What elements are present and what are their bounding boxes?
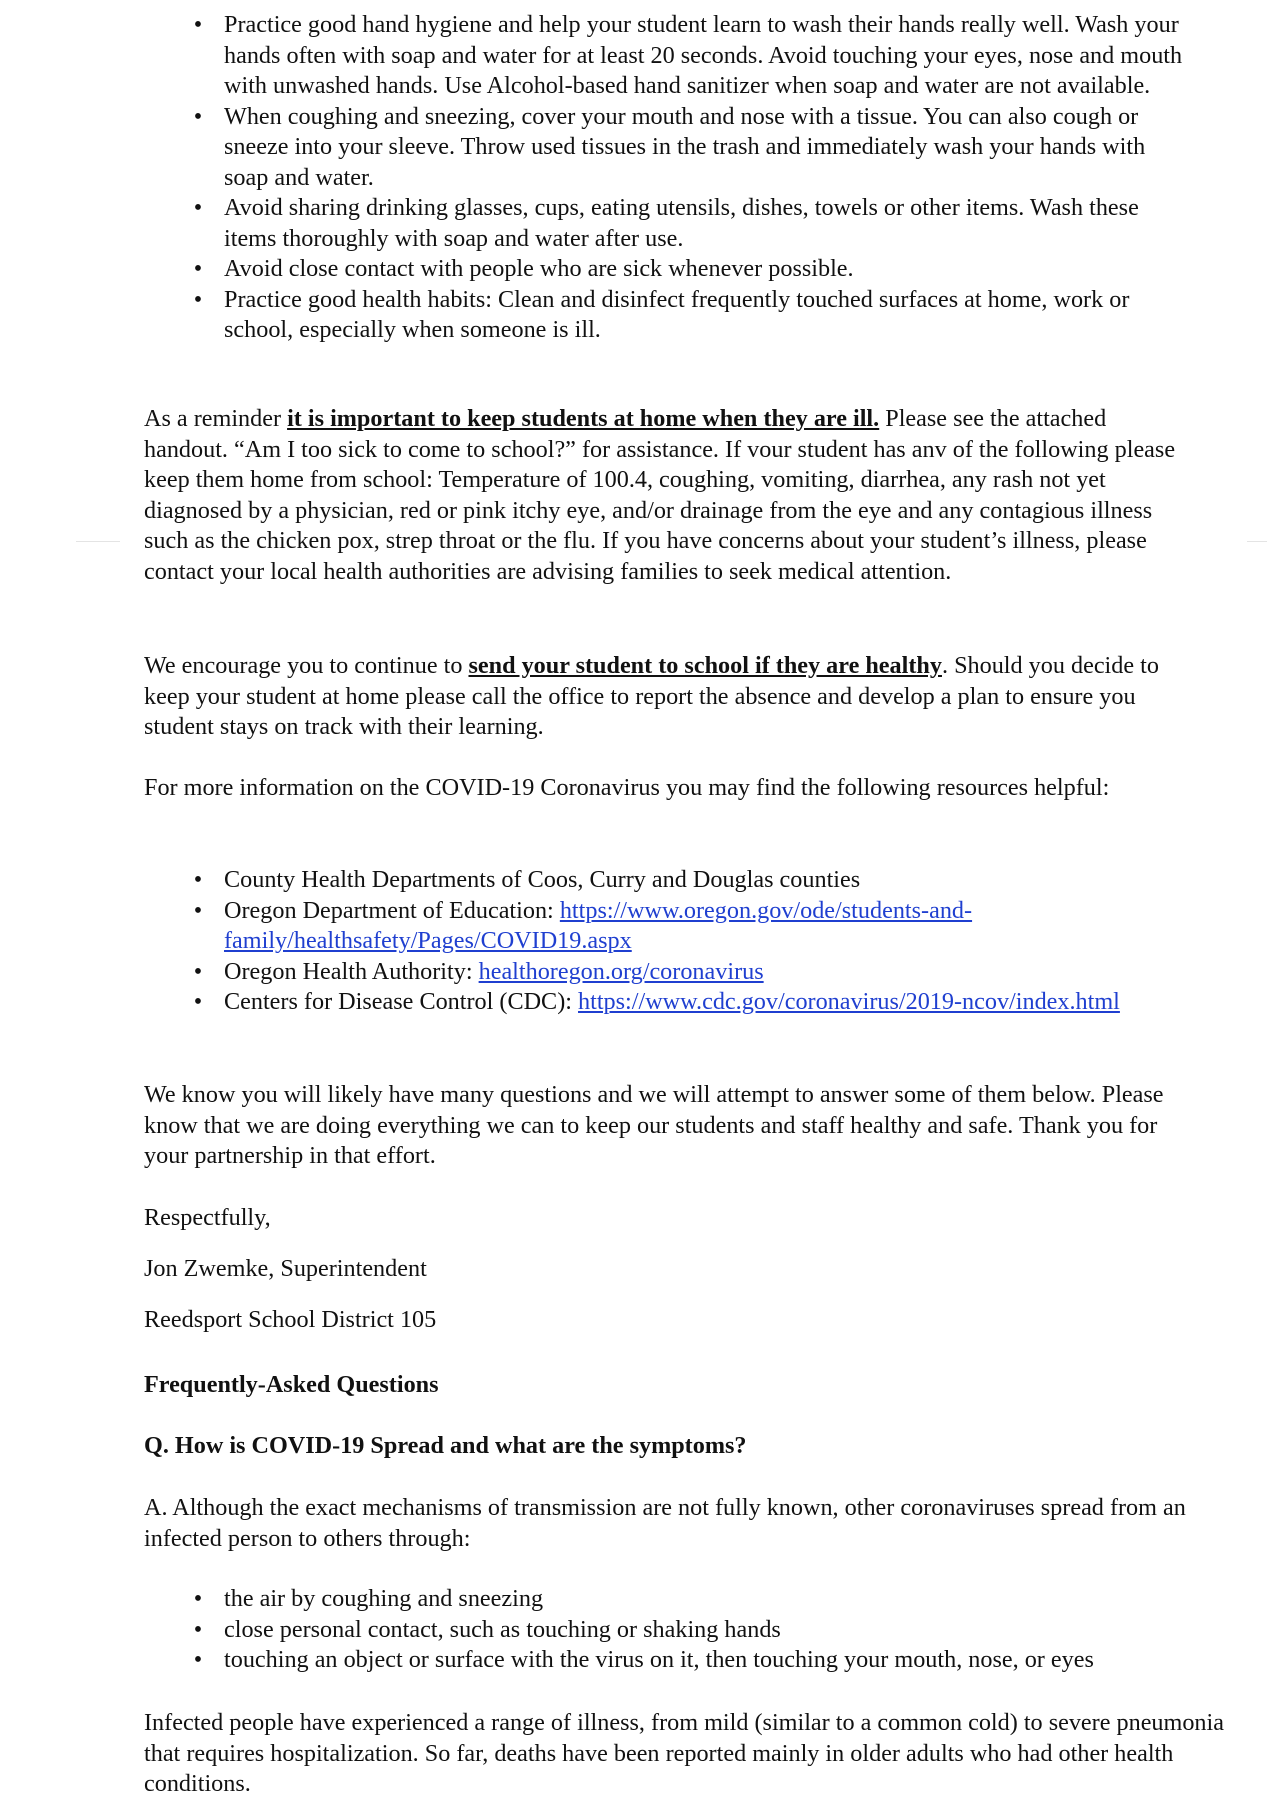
list-item: • Practice good hand hygiene and help your student learn to wash their hands really well. Wash your hands often with soap and water for at least 20 seconds. Avoid touching your eyes, nose and mouth with unwashed hands. Use Alcohol-based hand sanitizer when soap and water are not available. [144,10,1194,102]
oha-link[interactable]: healthoregon.org/coronavirus [478,957,764,985]
resource-item-oha: • Oregon Health Authority: healthoregon.org/coronavirus [144,957,1194,988]
right-margin-mark [1247,541,1267,542]
resources-list [144,865,1194,1018]
list-item: • the air by coughing and sneezing [144,1584,1254,1615]
bullet-icon: • [193,255,203,282]
bullet-icon: • [193,957,203,985]
bullet-icon: • [193,1646,203,1673]
bullet-icon: • [193,988,203,1015]
bullet-icon: • [193,1585,203,1612]
bullet-icon: • [193,285,203,313]
bullet-icon: • [193,1615,203,1643]
encourage-emphasis: send your student to school if they are healthy [468,652,942,679]
district-name: Reedsport School District 105 [144,1306,437,1333]
resource-item-cdc: • Centers for Disease Control (CDC): https://www.cdc.gov/coronavirus/2019-ncov/index.html [144,987,1194,1018]
cdc-link[interactable]: https://www.cdc.gov/coronavirus/2019-ncov/index.html [578,988,1120,1015]
list-item: • When coughing and sneezing, cover your mouth and nose with a tissue. You can also cough or sneeze into your sleeve. Throw used tissues in the trash and immediately wash your hands with soap and water. [144,102,1194,194]
bullet-icon: • [193,866,203,893]
left-margin-mark [76,541,120,542]
bullet-icon: • [193,11,203,38]
list-item: • touching an object or surface with the virus on it, then touching your mouth, nose, or eyes [144,1645,1254,1676]
closing-text: Respectfully, [144,1204,271,1231]
bullet-icon: • [193,194,203,221]
hygiene-bullet-list [144,10,1194,346]
questions-paragraph: We know you will likely have many questions and we will attempt to answer some of them below. Please know that we are doing everything we can to keep our students and staff healthy and safe. Thank you for your partnership in that effort. [144,1081,1164,1169]
resource-item-ode: • Oregon Department of Education: https://www.oregon.gov/ode/students-and-family/healthsafety/Pages/COVID19.aspx [144,896,1194,957]
list-item: • close personal contact, such as touching or shaking hands [144,1615,1254,1646]
reminder-emphasis: it is important to keep students at home when they are ill. [287,405,880,432]
bullet-icon: • [193,896,203,924]
transmission-list [144,1584,1254,1676]
illness-paragraph: Infected people have experienced a range of illness, from mild (similar to a common cold) to severe pneumonia that requires hospitalization. So far, deaths have been reported mainly in older adults who had other health conditions. [144,1709,1224,1797]
resource-item-county: • County Health Departments of Coos, Curry and Douglas counties [144,865,1194,896]
signer-name: Jon Zwemke, Superintendent [144,1255,427,1282]
bullet-icon: • [193,102,203,130]
faq-heading: Frequently-Asked Questions [144,1371,439,1398]
list-item: • Avoid close contact with people who are sick whenever possible. [144,254,1194,285]
list-item: • Avoid sharing drinking glasses, cups, eating utensils, dishes, towels or other items. Wash these items thoroughly with soap and water after use. [144,193,1194,254]
faq-answer-intro: A. Although the exact mechanisms of transmission are not fully known, other coronaviruses spread from an infected person to others through: [144,1494,1186,1552]
ode-link[interactable]: https://www.oregon.gov/ode/students-and-family/healthsafety/Pages/COVID19.aspx [224,896,973,954]
list-item: • Practice good health habits: Clean and disinfect frequently touched surfaces at home, work or school, especially when someone is ill. [144,285,1194,346]
encourage-paragraph: We encourage you to continue to send your student to school if they are healthy. Should you decide to keep your student at home please call the office to report the absence and develop a plan to ensure you student stays on track with their learning. [144,652,1159,740]
reminder-paragraph: As a reminder it is important to keep students at home when they are ill. Please see the attached handout. “Am I too sick to come to school?” for assistance. If vour student has anv of the following please keep them home from school: Temperature of 100.4, coughing, vomiting, diarrhea, any rash not yet diagnosed by a physician, red or pink itchy eye, and/or drainage from the eye and any contagious illness such as the chicken pox, strep throat or the flu. If you have concerns about your student’s illness, please contact your local health authorities are advising families to seek medical attention. [144,405,1176,585]
resources-intro: For more information on the COVID-19 Coronavirus you may find the following resources helpful: [144,774,1110,801]
faq-question: Q. How is COVID-19 Spread and what are the symptoms? [144,1432,747,1459]
